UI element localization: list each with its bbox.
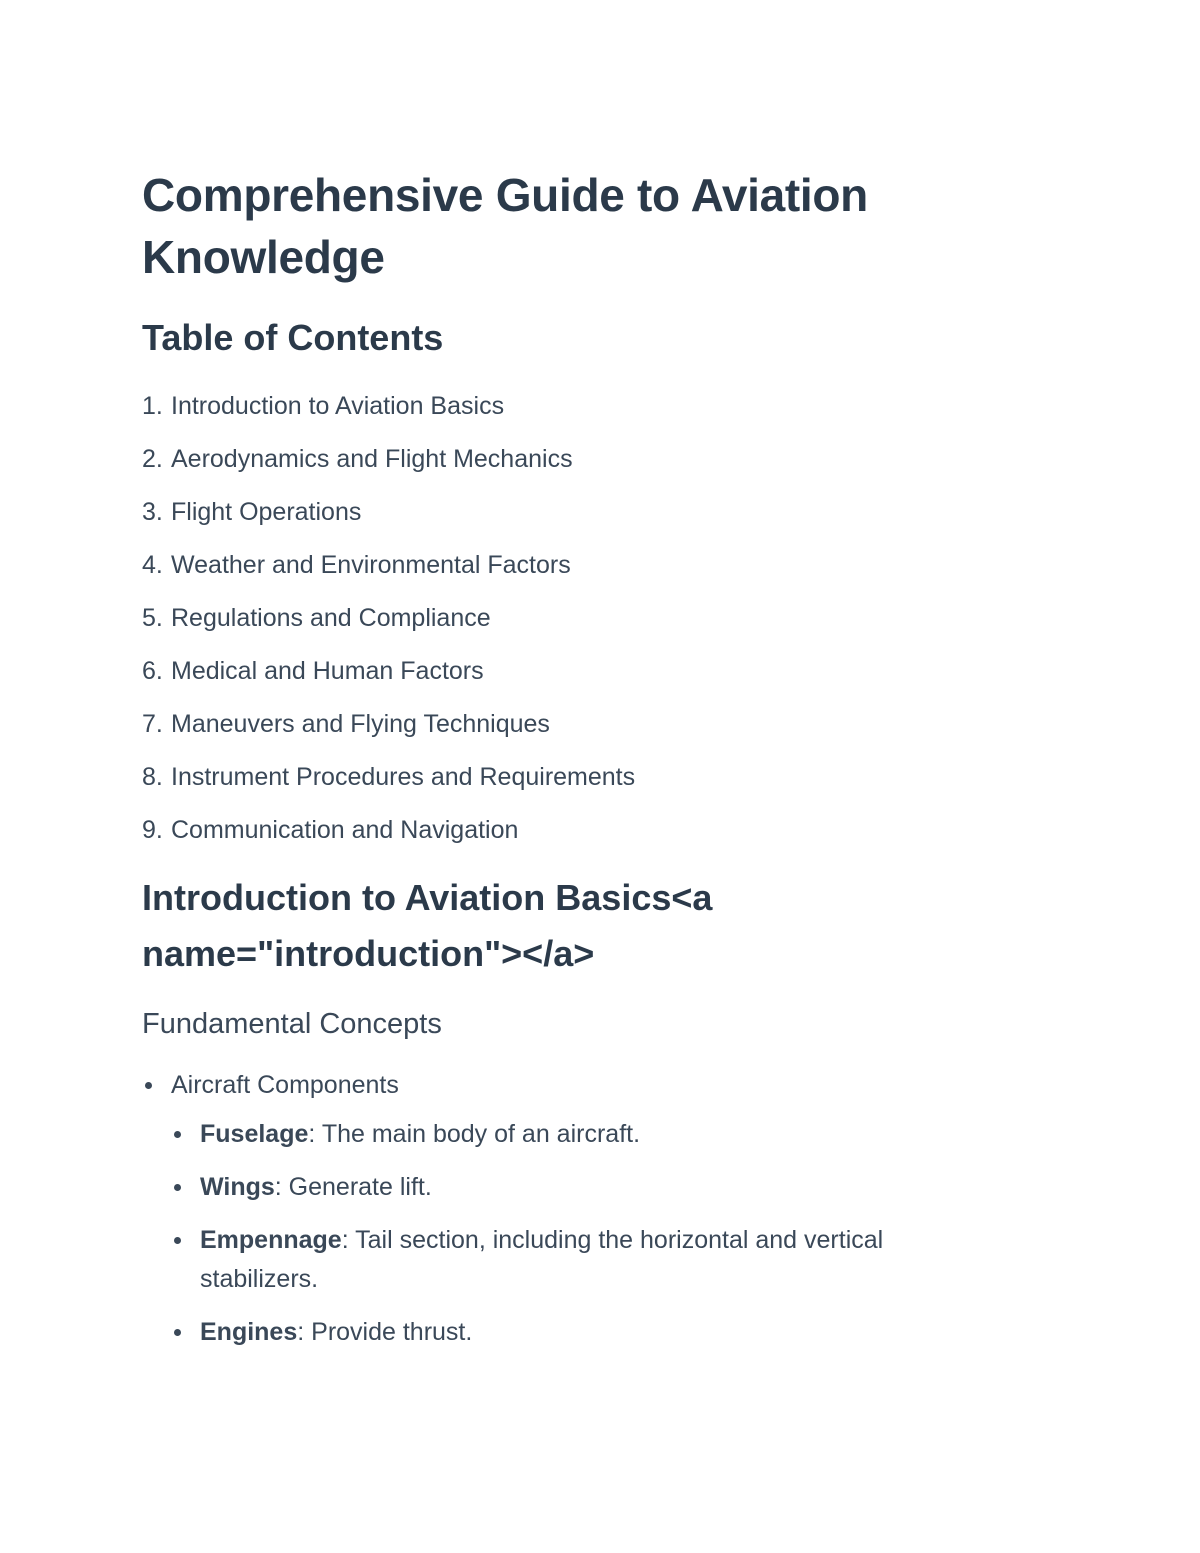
bullet-icon [174,1184,181,1191]
component-term: Wings [200,1173,275,1201]
toc-item-label: Communication and Navigation [171,816,519,844]
component-list [171,1115,1022,1352]
bullet-icon [174,1131,181,1138]
toc-item-label: Introduction to Aviation Basics [171,392,505,420]
toc-item[interactable] [142,380,635,433]
list-item-aircraft-components [142,1062,1022,1352]
toc-item[interactable] [142,645,635,698]
concept-list [142,1062,1022,1366]
list-item [171,1115,980,1154]
toc-item[interactable] [142,486,635,539]
document-title: Comprehensive Guide to Aviation Knowledge [142,169,868,283]
list-item [171,1313,980,1352]
toc-item-number: 3. [142,498,163,526]
section-heading-introduction: Introduction to Aviation Basics<a name="introduction"></a> [142,877,713,974]
component-term: Empennage [200,1226,342,1254]
component-description: : Provide thrust. [297,1318,473,1346]
list-item [171,1221,980,1299]
toc-item-number: 7. [142,710,163,738]
list-item [171,1168,980,1207]
toc-item-number: 6. [142,657,163,685]
toc-item-label: Instrument Procedures and Requirements [171,763,636,791]
component-term: Engines [200,1318,298,1346]
toc-item-label: Flight Operations [171,498,362,526]
toc-item[interactable] [142,804,635,857]
component-description: : Generate lift. [274,1173,432,1201]
toc-item-number: 2. [142,445,163,473]
toc-item-number: 8. [142,763,163,791]
table-of-contents [142,380,635,857]
toc-item-number: 1. [142,392,163,420]
toc-item-number: 9. [142,816,163,844]
toc-item-label: Regulations and Compliance [171,604,491,632]
component-description: : The main body of an aircraft. [308,1120,641,1148]
toc-item-label: Medical and Human Factors [171,657,484,685]
sub-heading-fundamental-concepts: Fundamental Concepts [142,1008,442,1040]
toc-item-label: Weather and Environmental Factors [171,551,571,579]
toc-item[interactable] [142,698,635,751]
list-item-label: Aircraft Components [171,1071,399,1099]
toc-item[interactable] [142,751,635,804]
toc-item-number: 4. [142,551,163,579]
toc-item[interactable] [142,592,635,645]
bullet-icon [145,1082,152,1089]
toc-item[interactable] [142,539,635,592]
component-term: Fuselage [200,1120,309,1148]
bullet-icon [174,1329,181,1336]
toc-item[interactable] [142,433,635,486]
toc-item-label: Aerodynamics and Flight Mechanics [171,445,573,473]
toc-item-label: Maneuvers and Flying Techniques [171,710,550,738]
bullet-icon [174,1237,181,1244]
toc-heading: Table of Contents [142,317,444,358]
toc-item-number: 5. [142,604,163,632]
component-description: : Tail section, including the horizontal and vertical stabilizers. [200,1226,884,1293]
